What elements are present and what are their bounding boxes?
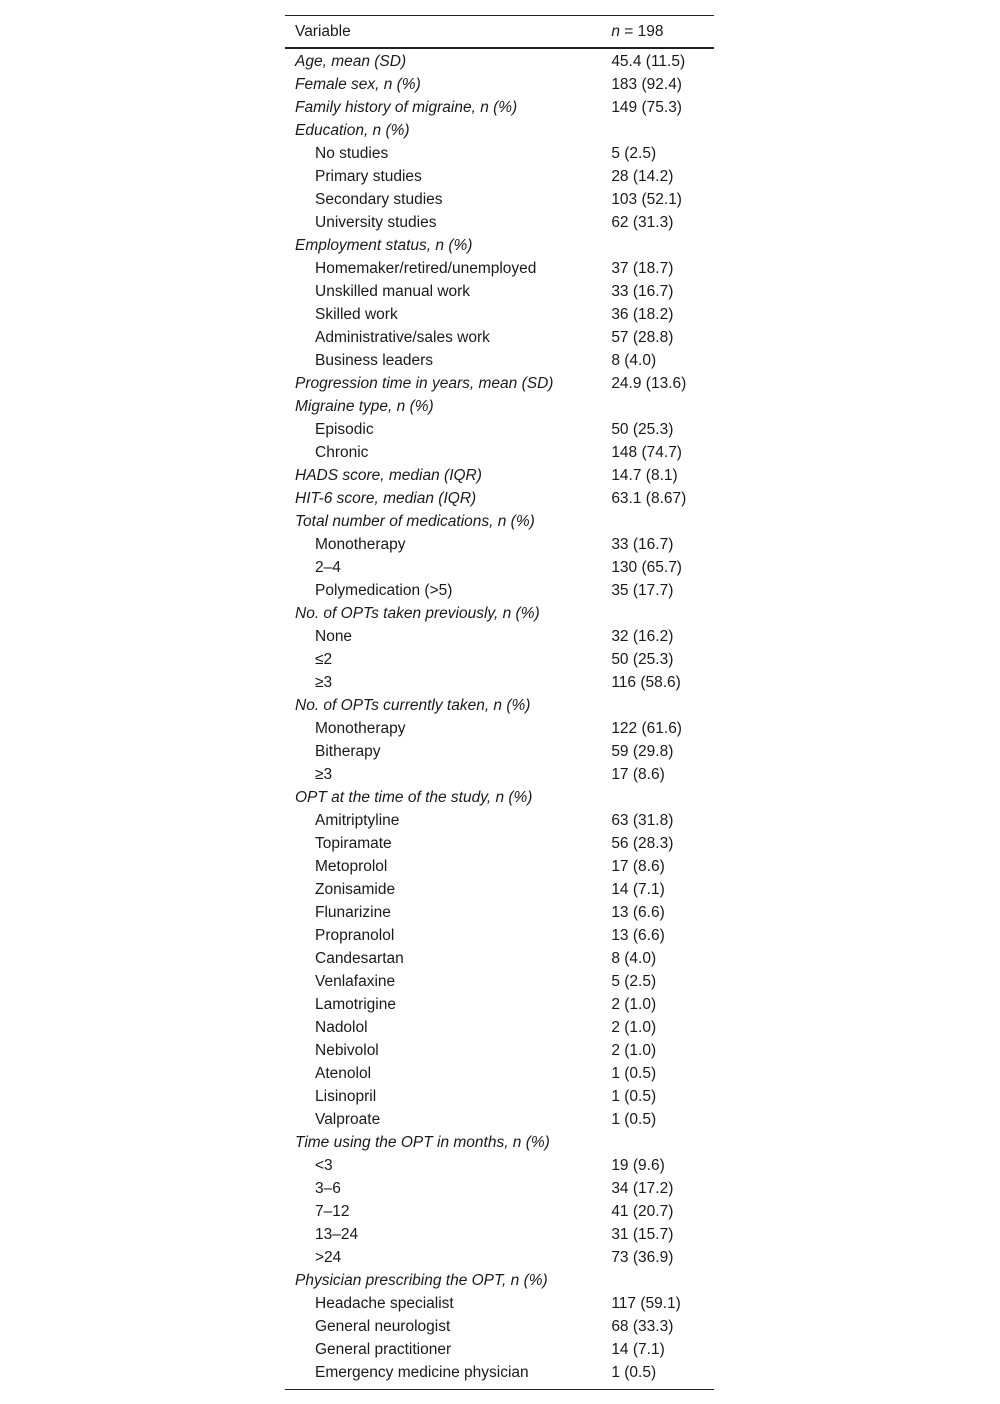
variable-cell: Skilled work [315,306,398,323]
variable-cell: Administrative/sales work [315,329,490,346]
value-cell [601,119,714,142]
table-row [285,1292,714,1315]
value-cell: 33 (16.7) [611,283,674,300]
table-row [285,970,714,993]
variable-cell: 13–24 [315,1226,359,1243]
table-row [285,418,714,441]
table-row-category [285,1131,714,1154]
table-row-category [285,1269,714,1292]
variable-cell: Amitriptyline [315,812,400,829]
value-cell: 117 (59.1) [611,1295,681,1312]
variable-cell: Episodic [315,421,374,438]
variable-cell: Business leaders [315,352,434,369]
table-row-category [285,464,714,487]
value-cell [601,694,714,717]
value-cell: 37 (18.7) [611,260,674,277]
value-cell: 28 (14.2) [611,168,674,185]
table-header [285,16,714,49]
table-row [285,349,714,372]
value-cell: 14 (7.1) [611,881,665,898]
variable-cell: Primary studies [315,168,422,185]
variable-cell: No. of OPTs currently taken, n (%) [295,697,531,714]
table-row [285,441,714,464]
table-row [285,1246,714,1269]
variable-cell: Zonisamide [315,881,396,898]
table-row [285,947,714,970]
table-row [285,1154,714,1177]
variable-cell: General practitioner [315,1341,452,1358]
value-cell: 149 (75.3) [611,99,682,116]
value-cell: 19 (9.6) [611,1157,665,1174]
value-cell [601,510,714,533]
value-cell: 116 (58.6) [611,674,681,691]
variable-cell: Flunarizine [315,904,391,921]
table-row [285,1361,714,1384]
variable-cell: Monotherapy [315,720,406,737]
table-row-category [285,395,714,418]
table-row [285,763,714,786]
variable-cell: Atenolol [315,1065,372,1082]
value-cell: 36 (18.2) [611,306,674,323]
table-row-category [285,602,714,625]
table-row-category [285,96,714,119]
table-row [285,993,714,1016]
variable-cell: Headache specialist [315,1295,454,1312]
variable-cell: Secondary studies [315,191,443,208]
value-cell: 63 (31.8) [611,812,674,829]
variable-cell: Bitherapy [315,743,381,760]
variable-cell: <3 [315,1157,333,1174]
table-row [285,303,714,326]
value-cell: 5 (2.5) [611,973,657,990]
variable-cell: Chronic [315,444,369,461]
variable-cell: Candesartan [315,950,404,967]
table-row [285,717,714,740]
value-cell: 13 (6.6) [611,927,665,944]
table-row-category [285,510,714,533]
variable-cell: Female sex, n (%) [295,76,421,93]
value-cell [601,1269,714,1292]
table-row [285,1223,714,1246]
variable-cell: Migraine type, n (%) [295,398,434,415]
value-cell: 13 (6.6) [611,904,665,921]
variable-cell: University studies [315,214,437,231]
value-cell: 1 (0.5) [611,1088,657,1105]
table-row [285,832,714,855]
variable-cell: OPT at the time of the study, n (%) [295,789,533,806]
value-cell: 73 (36.9) [611,1249,674,1266]
variable-cell: Polymedication (>5) [315,582,453,599]
table-row [285,1315,714,1338]
table-row [285,326,714,349]
variable-cell: Total number of medications, n (%) [295,513,535,530]
variable-cell: Metoprolol [315,858,388,875]
value-cell: 32 (16.2) [611,628,674,645]
table-row-category [285,234,714,257]
table-row [285,1039,714,1062]
value-cell: 2 (1.0) [611,1042,657,1059]
table-row [285,1177,714,1200]
table-row [285,671,714,694]
value-cell: 59 (29.8) [611,743,674,760]
table-row [285,1338,714,1361]
variable-cell: Nebivolol [315,1042,379,1059]
value-cell: 50 (25.3) [611,651,674,668]
variable-cell: Lisinopril [315,1088,377,1105]
variable-cell: General neurologist [315,1318,451,1335]
table-row [285,1108,714,1131]
table-row-category [285,73,714,96]
table-row [285,901,714,924]
value-cell [601,1131,714,1154]
variable-cell: Propranolol [315,927,395,944]
value-cell: 5 (2.5) [611,145,657,162]
value-cell: 122 (61.6) [611,720,682,737]
table-bottom-rule [285,1389,714,1390]
variable-cell: Employment status, n (%) [295,237,473,254]
header-sample-size [601,16,714,49]
table-row-category [285,119,714,142]
variable-cell: Nadolol [315,1019,368,1036]
variable-cell: >24 [315,1249,342,1266]
table-row [285,579,714,602]
header-n-value: = 198 [619,22,664,40]
table-row [285,257,714,280]
variable-cell: Education, n (%) [295,122,410,139]
table-row [285,280,714,303]
value-cell [601,234,714,257]
variable-cell: ≤2 [315,651,333,668]
value-cell: 50 (25.3) [611,421,674,438]
demographics-table-container [285,15,714,1390]
value-cell: 17 (8.6) [611,858,665,875]
value-cell: 2 (1.0) [611,996,657,1013]
table-row [285,625,714,648]
table-row [285,1085,714,1108]
demographics-table [285,15,714,1384]
value-cell: 62 (31.3) [611,214,674,231]
table-row-category [285,372,714,395]
variable-cell: 3–6 [315,1180,341,1197]
value-cell: 34 (17.2) [611,1180,674,1197]
value-cell: 183 (92.4) [611,76,682,93]
table-row [285,533,714,556]
value-cell: 1 (0.5) [611,1065,657,1082]
table-row-category [285,786,714,809]
value-cell: 68 (33.3) [611,1318,674,1335]
table-row [285,211,714,234]
table-row-category [285,694,714,717]
value-cell: 2 (1.0) [611,1019,657,1036]
table-row-category [285,48,714,73]
variable-cell: Unskilled manual work [315,283,471,300]
table-row [285,855,714,878]
variable-cell: No studies [315,145,389,162]
variable-cell: Monotherapy [315,536,406,553]
value-cell: 148 (74.7) [611,444,682,461]
table-row [285,142,714,165]
variable-cell: 7–12 [315,1203,350,1220]
value-cell: 56 (28.3) [611,835,674,852]
variable-cell: Age, mean (SD) [295,53,407,70]
variable-cell: HADS score, median (IQR) [295,467,482,484]
variable-cell: Progression time in years, mean (SD) [295,375,554,392]
value-cell: 103 (52.1) [611,191,682,208]
variable-cell: ≥3 [315,766,333,783]
value-cell: 63.1 (8.67) [611,490,687,507]
value-cell: 8 (4.0) [611,352,657,369]
value-cell [601,602,714,625]
value-cell [601,395,714,418]
table-row [285,809,714,832]
value-cell: 35 (17.7) [611,582,674,599]
value-cell: 24.9 (13.6) [611,375,687,392]
variable-cell: Emergency medicine physician [315,1364,529,1381]
variable-cell: Valproate [315,1111,381,1128]
value-cell: 45.4 (11.5) [611,53,686,70]
table-row [285,1200,714,1223]
value-cell [601,786,714,809]
header-row [285,16,714,49]
table-row [285,1062,714,1085]
value-cell: 41 (20.7) [611,1203,674,1220]
variable-cell: 2–4 [315,559,341,576]
variable-cell: HIT-6 score, median (IQR) [295,490,477,507]
table-row-category [285,487,714,510]
value-cell: 57 (28.8) [611,329,674,346]
value-cell: 17 (8.6) [611,766,665,783]
variable-cell: Physician prescribing the OPT, n (%) [295,1272,548,1289]
value-cell: 14.7 (8.1) [611,467,678,484]
value-cell: 14 (7.1) [611,1341,665,1358]
value-cell: 1 (0.5) [611,1364,657,1381]
variable-cell: No. of OPTs taken previously, n (%) [295,605,540,622]
table-row [285,878,714,901]
value-cell: 130 (65.7) [611,559,682,576]
header-n-symbol: n [611,22,620,40]
table-row [285,1016,714,1039]
variable-cell: Lamotrigine [315,996,396,1013]
table-row [285,165,714,188]
variable-cell: Venlafaxine [315,973,396,990]
value-cell: 8 (4.0) [611,950,657,967]
table-row [285,188,714,211]
variable-cell: Topiramate [315,835,392,852]
table-row [285,648,714,671]
variable-cell: Time using the OPT in months, n (%) [295,1134,550,1151]
variable-cell: Homemaker/retired/unemployed [315,260,537,277]
variable-cell: Family history of migraine, n (%) [295,99,518,116]
variable-cell: None [315,628,353,645]
table-row [285,740,714,763]
variable-cell: ≥3 [315,674,333,691]
header-variable: Variable [295,22,351,40]
table-row [285,556,714,579]
value-cell: 33 (16.7) [611,536,674,553]
table-body [285,48,714,1384]
table-row [285,924,714,947]
value-cell: 1 (0.5) [611,1111,657,1128]
value-cell: 31 (15.7) [611,1226,674,1243]
